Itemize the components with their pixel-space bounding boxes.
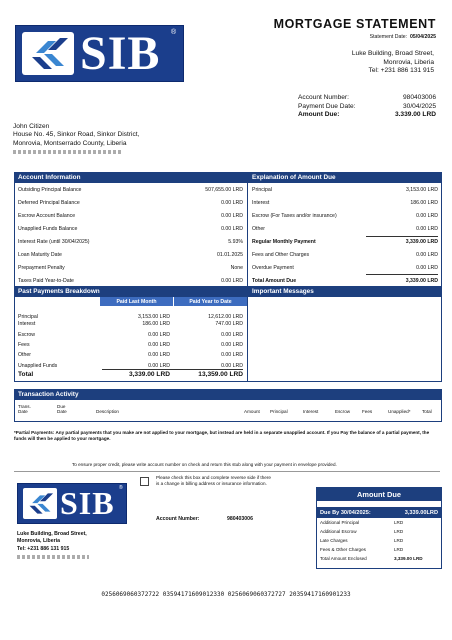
tear-line: [14, 471, 440, 472]
past-payments-list: Principal 3,153.00 LRD 12,612.00 LRD Interest 186.00 LRD 747.00 LRD Escrow 0.00 LRD 0.00 LRD Fees 0.00 LRD 0.00 LRD Other 0.00 LRD 0.00 LRD Unapplied Funds 0.00 LRD 0.00 LRD Total 3,339.00 LRD 13,359.00 LRD: [18, 314, 243, 378]
logo-icon: [22, 32, 74, 75]
stub-logo-icon: [23, 488, 57, 519]
logo-text: SIB: [80, 27, 161, 80]
paid-last-month-header: Paid Last Month: [100, 297, 173, 306]
stub-amount-due-header: Amount Due: [316, 487, 442, 501]
stub-account-number: Account Number: 980403006: [156, 516, 253, 522]
micr-line: 0256069060372722 03594171609012330 0256069060372727 20359417160901233: [101, 591, 351, 598]
registered-mark: ®: [171, 29, 177, 36]
account-info-header: Account Information: [14, 172, 247, 183]
change-address-checkbox[interactable]: [140, 477, 149, 486]
account-summary: Account Number: 980403006 Payment Due Date: 30/04/2025 Amount Due: 3.339.00 LRD: [298, 94, 436, 118]
redacted-line: [13, 150, 123, 154]
explanation-list: Principal 3,153.00 LRD Interest 186.00 LRD Escrow (For Taxes and/or insurance) 0.00 LRD Other 0.00 LRD Regular Monthly Payment 3,339.00 LRD Fees and Other Charges 0.00 LRD Overdue Payment 0.00 LRD Total Amount Due 3,339.00 LRD: [252, 187, 438, 284]
past-payments-header: Past Payments Breakdown: [14, 286, 247, 297]
partial-payments-note: *Partial Payments: Any partial payments that you make are not applied to your mortgage, but instead are held in a separate unapplied account. If you Pay the balance of a partial payment, the funds will then be applied to your mortgage.: [14, 430, 430, 442]
stub-logo-emblem: [23, 488, 57, 519]
stub-due-by-row: Due By 30/04/2025: 3,339.00LRD: [316, 507, 442, 518]
customer-address: John Citizen House No. 45, Sinkor Road, Sinkor District, Monrovia, Montserrado County, Liberia: [13, 123, 139, 154]
stub-logo-text: SIB: [60, 485, 115, 521]
credit-note: To ensure proper credit, please write account number on check and return this stub along with your payment in envelope provided.: [72, 462, 337, 467]
logo-emblem: [22, 32, 74, 75]
stub-registered-mark: ®: [119, 485, 123, 491]
account-info-list: Outsiding Principal Balance 507,655.00 LRD Deferred Principal Balance 0.00 LRD Escrow Account Balance 0.00 LRD Unapplied Funds Balance 0.00 LRD Interest Rate (until 30/04/2025) 5.93% Loan Maturity Date 01.01.2025 Prepayment Penalty None Taxes Paid Year-to-Date 0.00 LRD: [18, 187, 243, 284]
stub-address: Luke Building, Broad Street, Monrovia, Liberia Tel: +231 886 131 915: [17, 531, 89, 559]
bank-address: Luke Building, Broad Street, Monrovia, Liberia Tel: +231 886 131 915: [351, 50, 434, 74]
statement-date: Statement Date: 05/04/2025: [369, 34, 436, 40]
paid-year-to-date-header: Paid Year to Date: [174, 297, 247, 306]
sib-logo: [15, 25, 184, 82]
transaction-columns: Trans. Date Due Date Description Amount Principal Interest Escrow Fees Unapplied* Total: [18, 404, 432, 414]
statement-title: MORTGAGE STATEMENT: [273, 17, 436, 31]
stub-amount-list: Additional Principal LRD Additional Escrow LRD Late Charges LRD Fees & Other Charges LRD Total Amount Enclosed 3,339.00 LRD: [320, 520, 423, 561]
transaction-activity-header: Transaction Activity: [14, 389, 442, 400]
explanation-header: Explanation of Amount Due: [248, 172, 442, 183]
check-box-note: Please check this box and complete reverse side if there is a change in billing address or insurance information.: [156, 475, 271, 487]
stub-redacted-line: [17, 555, 89, 559]
stub-sib-logo: [17, 483, 127, 524]
important-messages-header: Important Messages: [248, 286, 442, 297]
